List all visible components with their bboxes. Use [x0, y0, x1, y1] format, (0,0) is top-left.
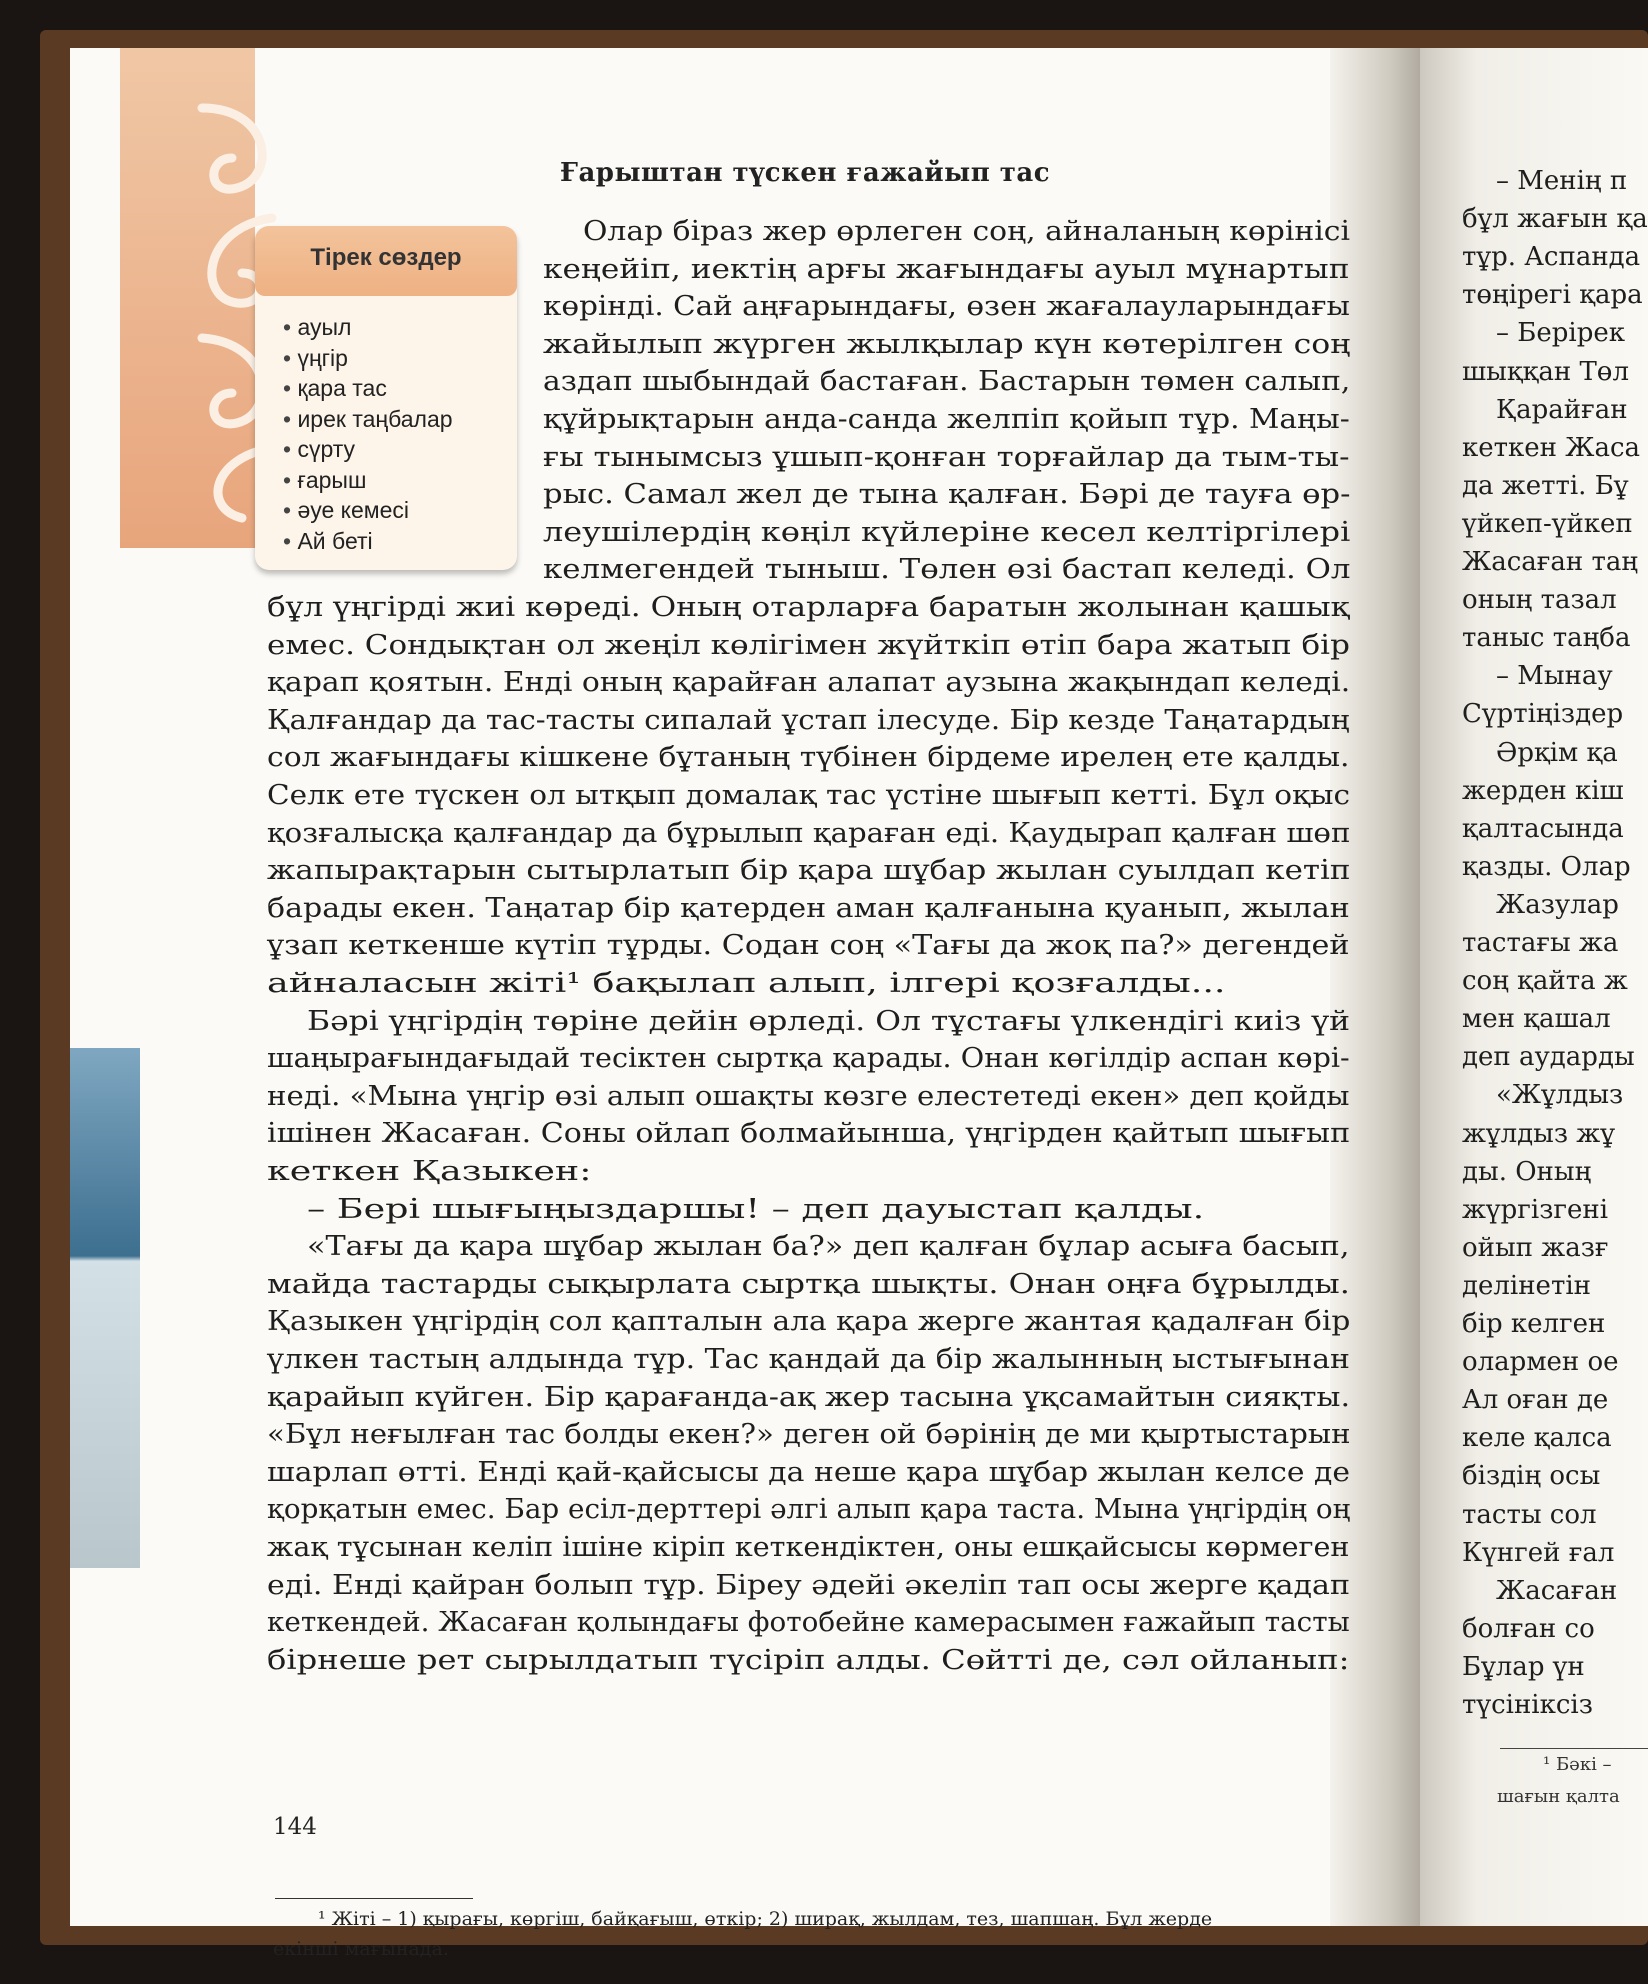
footnote-line-2: екінші мағынада. — [273, 1938, 449, 1960]
footnote-line-1: ¹ Жіті – 1) қырағы, көргіш, байқағыш, өткір; 2) ширақ, жылдам, тез, шапшаң. Бұл жерде — [318, 1908, 1213, 1930]
body-line: жайылып жүрген жылқылар күн көтерілген соң — [543, 328, 1351, 360]
right-page-line: бұл жағын қа — [1462, 204, 1648, 235]
right-page-line: да жетті. Бұ — [1462, 470, 1629, 501]
body-line: кеткендей. Жасаған қолындағы фотобейне камерасымен ғажайып тасты — [267, 1607, 1350, 1639]
body-line: емес. Сондықтан ол жеңіл көлігімен жүйткіп өтіп бара жатып бір — [267, 629, 1350, 661]
keyword-item: • сүрту — [283, 434, 453, 465]
keyword-item: • ауыл — [283, 312, 453, 343]
body-line: жақ тұсынан келіп ішіне кіріп кеткендіктен, оны ешқайсысы көрмеген — [267, 1532, 1350, 1563]
right-page-line: – Мынау — [1496, 661, 1613, 692]
body-line: қарайып күйген. Бір қарағанда-ақ жер тасына ұқсамайтын сияқты. — [267, 1381, 1351, 1413]
body-line: – Бері шығыңыздаршы! – деп дауыстап қалды. — [307, 1193, 1205, 1225]
body-line: Қазыкен үңгірдің сол қапталын ала қара жерге жантая қадалған бір — [267, 1306, 1351, 1338]
right-page-line: келе қалса — [1462, 1423, 1612, 1454]
right-page-line: бір келген — [1462, 1309, 1606, 1339]
keyword-item: • Ай беті — [283, 526, 453, 557]
keyword-item: • ғарыш — [283, 465, 453, 496]
right-page-line: Ал оған де — [1462, 1385, 1609, 1416]
body-line: «Тағы да қара шұбар жылан ба?» деп қалған бұлар асыға басып, — [307, 1231, 1350, 1263]
body-line: барады екен. Таңатар бір қатерден аман қалғанына қуанып, жылан — [267, 892, 1350, 924]
footnote-rule — [275, 1898, 473, 1899]
right-page-line: қазды. Олар — [1462, 851, 1631, 882]
right-page-line: делінетін — [1462, 1270, 1591, 1301]
right-page-line: төңірегі қара — [1462, 280, 1643, 311]
right-footnote-line-1: ¹ Бәкі – — [1543, 1754, 1612, 1775]
right-page-line: оның тазал — [1462, 585, 1617, 616]
right-footnote-rule — [1500, 1748, 1648, 1749]
body-line: келмегендей тыныш. Төлен өзі бастап келеді. Ол — [543, 554, 1351, 586]
ornament-strip — [120, 48, 255, 548]
body-line: еді. Енді қайран болып тұр. Біреу әдейі әкеліп тап осы жерге қадап — [267, 1569, 1350, 1601]
right-page-line: үйкеп-үйкеп — [1462, 508, 1633, 539]
right-page-line: Жазулар — [1496, 889, 1619, 920]
right-page-line: түсініксіз — [1462, 1690, 1593, 1720]
body-line: рыс. Самал жел де тына қалған. Бәрі де тауға өр- — [543, 479, 1351, 511]
body-line: қорқатын емес. Бар есіл-дерттері әлгі алып қара таста. Мына үңгірдің оң — [267, 1494, 1351, 1526]
page-number: 144 — [273, 1814, 317, 1840]
body-line: құйрықтарын анда-санда желпіп қойып тұр. Маңы- — [543, 404, 1350, 435]
right-page-line: кеткен Жаса — [1462, 432, 1641, 463]
body-line: көрінді. Сай аңғарындағы, өзен жағалауларындағы — [543, 291, 1350, 323]
right-page-line: Сүртіңіздер — [1462, 699, 1624, 730]
body-line: бұл үңгірді жиі көреді. Оның отарларға баратын жолынан қашық — [267, 592, 1350, 623]
body-line: ғы тынымсыз ұшып-қонған торғайлар да тым-ты- — [543, 441, 1350, 473]
body-line: сол жағындағы кішкене бұтаның түбінен бірдеме ирелең ете қалды. — [267, 742, 1350, 774]
right-page-line: «Жұлдыз — [1496, 1080, 1624, 1111]
body-line: Олар біраз жер өрлеген соң, айналаның көрінісі — [583, 216, 1350, 247]
right-page-line: – Берірек — [1496, 318, 1625, 349]
keyword-item: • үңгір — [283, 343, 453, 374]
right-page-line: тастағы жа — [1462, 928, 1619, 958]
keyword-item: • қара тас — [283, 373, 453, 404]
keywords-header — [255, 226, 517, 296]
body-line: аздап шыбындай бастаған. Бастарын төмен салып, — [543, 366, 1351, 398]
body-line: ұзап кеткенше күтіп тұрды. Содан соң «Тағы да жоқ па?» дегендей — [267, 930, 1350, 962]
body-line: қозғалысқа қалғандар да бұрылып қараған еді. Қаудырап қалған шөп — [267, 817, 1351, 849]
right-page-line: шыққан Төл — [1462, 356, 1629, 387]
body-line: Қалғандар да тас-тасты сипалай ұстап ілесуде. Бір кезде Таңатардың — [267, 704, 1350, 736]
cover-photo-edge — [70, 1048, 140, 1568]
body-line: леушілердің көңіл күйлеріне кесел келтіргілері — [543, 516, 1351, 548]
body-line: ішінен Жасаған. Соны ойлап болмайынша, үңгірден қайтып шығып — [267, 1118, 1351, 1150]
page-title: Ғарыштан түскен ғажайып тас — [560, 158, 1051, 188]
right-page-line: ойып жазғ — [1462, 1232, 1609, 1263]
right-page-line: біздің осы — [1462, 1461, 1601, 1492]
body-line: неді. «Мына үңгір өзі алып ошақты көзге елестетеді екен» деп қойды — [267, 1080, 1350, 1112]
keywords-heading: Тірек сөздер — [310, 244, 462, 271]
right-page-line: деп аударды — [1462, 1042, 1635, 1073]
right-page-line: тасты сол — [1462, 1499, 1597, 1530]
body-line: майда тастарды сықырлата сыртқа шықты. Онан оңға бұрылды. — [267, 1268, 1350, 1300]
keywords-list — [283, 312, 453, 556]
right-page-line: жұлдыз жұ — [1462, 1118, 1615, 1149]
right-page-line: жүргізгені — [1462, 1194, 1609, 1225]
right-footnote-line-2: шағын қалта — [1497, 1786, 1620, 1807]
right-page-line: ды. Оның — [1462, 1156, 1592, 1187]
right-page-line: олармен ое — [1462, 1347, 1619, 1378]
right-page-line: жерден кіш — [1462, 775, 1624, 806]
right-page-line: – Менің п — [1496, 166, 1628, 196]
body-line: шарлап өтті. Енді қай-қайсысы да неше қара шұбар жылан келсе де — [267, 1456, 1351, 1488]
right-page-line: Әрқім қа — [1496, 737, 1618, 768]
body-line: шаңырағындағыдай тесіктен сыртқа қарады. Онан көгілдір аспан көрі- — [267, 1043, 1350, 1075]
body-line: Бәрі үңгірдің төріне дейін өрледі. Ол тұстағы үлкендігі киіз үй — [307, 1005, 1351, 1037]
right-page-line: Жасаған таң — [1462, 547, 1639, 577]
body-line: үлкен тастың алдында тұр. Тас қандай да бір жалынның ыстығынан — [267, 1344, 1350, 1375]
body-line: кеткен Қазыкен: — [267, 1156, 592, 1187]
right-page-line: қалтасында — [1462, 813, 1624, 844]
right-page-line: таныс таңба — [1462, 623, 1631, 654]
right-page-line: мен қашал — [1462, 1004, 1611, 1035]
body-line: «Бұл неғылған тас болды екен?» деген ой бәрінің де ми қыртыстарын — [267, 1419, 1351, 1451]
body-line: кеңейіп, иектің арғы жағындағы ауыл мұнартып — [543, 253, 1350, 285]
body-line: жапырақтарын сытырлатып бір қара шұбар жылан суылдап кетіп — [267, 855, 1351, 887]
body-line: бірнеше рет сырылдатып түсіріп алды. Сөйтті де, сәл ойланып: — [267, 1644, 1350, 1676]
keywords-box — [255, 226, 517, 570]
right-page-line: Жасаған — [1496, 1575, 1618, 1606]
right-page-line: Қарайған — [1496, 394, 1628, 425]
right-page-line: тұр. Аспанда — [1462, 242, 1641, 273]
right-page-line: соң қайта ж — [1462, 966, 1628, 997]
keyword-item: • әуе кемесі — [283, 495, 453, 526]
right-page-line: Бұлар үн — [1462, 1651, 1585, 1682]
body-line: Селк ете түскен ол ытқып домалақ тас үстіне шығып кетті. Бұл оқыс — [267, 780, 1351, 811]
right-page-line: болған со — [1462, 1613, 1595, 1644]
body-line: қарап қоятын. Енді оның қарайған алапат аузына жақындап келеді. — [267, 667, 1351, 699]
keyword-item: • ирек таңбалар — [283, 404, 453, 435]
right-page-line: Күнгей ғал — [1462, 1537, 1615, 1568]
body-line: айналасын жіті¹ бақылап алып, ілгері қозғалды... — [267, 968, 1226, 999]
